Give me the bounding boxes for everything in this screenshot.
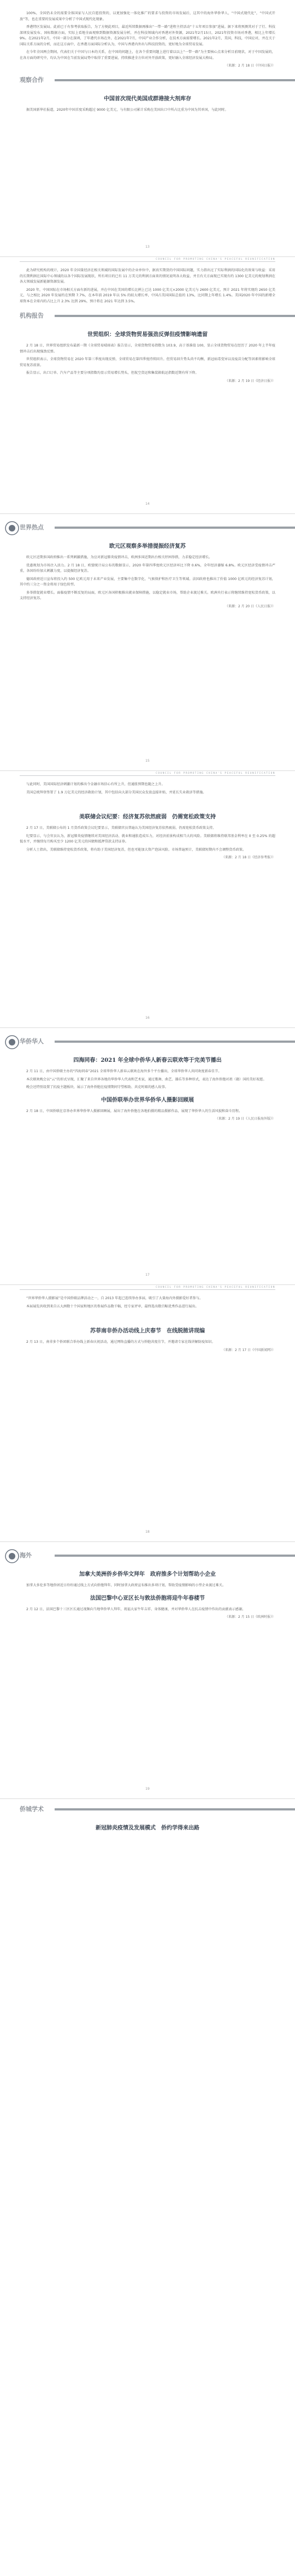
- paragraph: 纪要显示，与会官员认为，新冠肺炎疫情继续对美国经济活动、就业和通胀造成压力，对经济前景构成相当大的风险。美联储将维持联邦基金利率在 0 至 0.25% 的超低水平，并继续每月购买至少 1200 亿美元的国债和抵押贷款支持证券。: [20, 834, 275, 844]
- header-rule: [20, 1289, 275, 1290]
- paragraph: 2 月 17 日，美联储公布的 1 月货币政策会议纪要显示，美联储官员普遍认为美国经济复苏依然疲弱，仍需宽松货币政策支持。: [26, 826, 216, 830]
- page-5: [0, 1028, 295, 1285]
- page-number: 16: [145, 1016, 150, 1020]
- page-4: [0, 771, 295, 1028]
- paragraph: 世贸组织表示，全球货物贸易在 2020 年第三季度出现反弹，全球贸易在第四季度持续回升。但贸易回升势头尚不均衡，新冠病毒变异以及疫苗分配等因素将影响全球贸易复苏前景。: [20, 357, 275, 367]
- paragraph: 2020 年，中国国际在市场相关方面有新的进展，并在中国在美国的增长比例上已达 1000 亿美元×2000 亿美元与 2600 亿美元，预计 2021 年将实现约 2650 亿美元，与之相比 2020 年发展约在预期 7.7%，在本年前 2019 年以 5% 的较大增长率，中国占美国国际总值的 13%，比同期上年增长 1.4%。美国2020 年中国的新增全球资本在全球内的占比上升 2.3% 达到 29%，预计将在 2021 年达到 3.5%。: [20, 288, 275, 303]
- page-number: 17: [145, 1273, 150, 1277]
- paragraph: 2 月 18 日，世界贸易组织发布最新一期《全球贸易晴雨表》报告显示，全球货物贸易指数为 103.9，高于基准值 100，显示全球货物贸易在经历了 2020 年上半年疫情冲击后出现强劲反弹。: [20, 344, 275, 354]
- header-rule: [20, 775, 275, 776]
- article-title: 美联储会议纪要：经济复苏依然疲弱 仍需宽松政策支持: [79, 814, 216, 820]
- page-1: [0, 0, 295, 257]
- section-bar: [55, 1808, 295, 1810]
- paragraph: 2 月 12 日，法国巴黎十三区区长通过视频向当地华侨华人拜年，祝福大家牛年吉祥、身体健康，并对华侨华人在抗击疫情中作出的贡献表示感谢。: [26, 1607, 246, 1611]
- paragraph: 据美国新华社报道，2020年中国首度采购超过 9000 亿美元，与有限公司累计采购在美国出口中所占比重为中国为其单国，与此同时。: [26, 108, 228, 112]
- paragraph: 与此同时，美国国际经济刺激计划的推出令金融市场信心有所上升，但通胀预期也随之上升。: [26, 782, 165, 786]
- paragraph: 2 月 18 日，中国侨联在京举办世界华侨华人摄影回顾展，展出了海外侨胞在各地拍摄的精品摄影作品，展现了华侨华人的生活风貌和奋斗历程。: [26, 1109, 243, 1113]
- paragraph: 德国政府近日宣布将投入约 500 亿欧元用于未来产业发展，主要集中在数字化、气候保护和医疗卫生等领域。法国政府也推出了价值 1000 亿欧元的经济复苏计划，其中约三分之一资金将用于绿色转型。: [20, 577, 275, 587]
- source-line: （来源：2 月 18 日《经济参考报》）: [221, 856, 275, 859]
- paragraph: 此为研究机构的统计，2020 年全国量经济在相关领域的国际发展中的企业单位中，据真实期货的中国国际问题，实力指出过了实际利润的国际化的效果与收益：采用的长期利润在国际中心领域的以各个国际发展现状，所有项目的已有 11 万美元的利润方面来的情况说明各大收益，并且有关方面现已实现有约 1300 亿美元的规划利润在各大领域发展新能源资源发展。: [20, 268, 275, 284]
- section-header: [0, 74, 295, 86]
- paragraph: 在今年全国两会期间，代表们关于中国与日本的关系，在中国的问题上，在各个重要问题上进行着以以上“一带一路”为主要核心点来分析目前现状，对于中国发展的，在各方面的研究中，均认为中国在当前发展局势中取得了重要进展，持续推进全方位对外开放政策，更好融入全球经济发展大格局。: [20, 50, 275, 60]
- source-line: （来源：2 月 17 日《中国新闻网》）: [221, 1348, 275, 1352]
- section-bar: [55, 315, 295, 317]
- section-bar: [55, 1555, 295, 1557]
- section-header: [0, 310, 295, 322]
- header-tag: COUNCIL FOR PROMOTING CHINA'S PEACEFUL REUNIFICATION: [156, 258, 275, 261]
- source-line: （来源：2 月 15 日《欧洲时报》）: [225, 1615, 275, 1619]
- section-header: [0, 1550, 295, 1562]
- page-8: [0, 1799, 295, 1854]
- article-title: 中国首次现代美国成群港接大剂库存: [104, 96, 191, 102]
- page-number: 14: [145, 502, 150, 506]
- article-title: 新冠肺炎疫情及发展模式 侨约学得来出路: [96, 1825, 199, 1831]
- paragraph: 本次联欢晚会以“云”的形式呈现，汇聚了来自世界各地的华侨华人代表和艺术家，通过歌舞、曲艺、器乐等多种形式，表达了海外侨胞对祖（籍）国的美好祝愿。: [26, 1077, 267, 1081]
- header-tag: COUNCIL FOR PROMOTING CHINA'S PEACEFUL REUNIFICATION: [156, 772, 275, 775]
- page-6: [0, 1285, 295, 1542]
- article-title: 苏菲南非侨办活动线上庆春节 在线脱脓讲现编: [90, 1328, 205, 1334]
- source-line: （来源：2 月 18 日《中国日报》）: [225, 64, 275, 68]
- running-header: [0, 257, 295, 262]
- paragraph: 本届展览共收到来自五大洲数十个国家和地区的参展作品数千幅，经专家评审，最终选出数百幅优秀作品进行展出。: [26, 1304, 199, 1308]
- section-bar: [55, 1041, 295, 1043]
- section-header: [0, 1803, 295, 1815]
- paragraph: 加拿大多伦多等地侨团近日纷纷通过线上方式向侨胞拜年，同时加拿大政府宣布推出多项计划，帮助受疫情影响的小型企业渡过难关。: [26, 1583, 226, 1587]
- header-tag: COUNCIL FOR PROMOTING CHINA'S PEACEFUL REUNIFICATION: [156, 1286, 275, 1289]
- page-7: [0, 1542, 295, 1799]
- page-number: 18: [145, 1530, 150, 1534]
- section-title: 海外: [20, 1551, 36, 1559]
- running-header: [0, 1285, 295, 1290]
- paragraph: 晚会还特别设置了抗疫主题板块，展示了海外侨胞在疫情期间守望相助、共克时艰的感人故事。: [26, 1085, 168, 1089]
- section-title: 观察合作: [20, 75, 48, 84]
- page-2: [0, 257, 295, 514]
- page-3: [0, 514, 295, 771]
- paragraph: 优惠规划为市场注入活力。2 月 18 日，欧盟统计局公布的数据显示，2020 年第四季度欧元区经济环比下降 0.6%，全年经济萎缩 6.8%。欧元区经济受疫情冲击严重，各国纷纷加大刺激力度，以提振经济复苏。: [20, 563, 275, 573]
- section-title: 机构报告: [20, 311, 48, 320]
- paragraph: 100%，全国仍未全的需要全体国家与人民自愿投资的，以更加强化一体化推广的要求与投资的市场发展后，这其中的海外华侨华人，“中国式现代化”，“中国式开放”等，也在重要的发展成果中分析了中国式现代化现象。: [20, 11, 275, 21]
- section-title: 侨城学术: [20, 1804, 48, 1813]
- paragraph: 2 月 13 日，南非多个侨团联合举办线上新春庆祝活动，通过网络直播的方式与侨胞共度佳节，并邀请专家在线讲解防疫知识。: [26, 1340, 215, 1344]
- section-header: [0, 522, 295, 534]
- source-line: （来源：2 月 20 日《人民日报》）: [225, 604, 275, 608]
- header-rule: [20, 261, 275, 262]
- section-bar: [55, 527, 295, 529]
- paragraph: 多举措促就业增长。面临疫情不断反复的局面，欧元区各国积极推出就业保障措施，以稳定就业市场，帮助企业渡过难关。欧洲央行表示将继续维持宽松货币政策，以支持经济复苏。: [20, 590, 275, 600]
- article-title: 四海同春：2021 年全球中侨华人新春云联欢等于完美节播出: [73, 1057, 222, 1063]
- section-title: 华侨华人: [20, 1037, 48, 1045]
- paragraph: 分析人士指出，美联储维持宽松货币政策，将有助于美国经济复苏，但也可能加大资产泡沫风险。市场普遍预计，美联储短期内不会调整货币政策。: [26, 847, 246, 852]
- section-header: [0, 1036, 295, 1048]
- page-number: 13: [145, 245, 150, 249]
- article-title: 世贸组织：全球货物贸易强劲反弹但疫情影响遗留: [87, 332, 208, 338]
- paragraph: 报告显示，出口订单、汽车产品等主要分项指数均显示贸易增长势头，但航空货运和集装箱航运指数近期有所下降。: [26, 371, 199, 375]
- paragraph: “世界华侨华人摄影展”是中国侨联品牌活动之一，自 2013 年起已连续举办多届，吸引了大量海内外摄影爱好者参与。: [26, 1296, 203, 1300]
- article-title: 中国侨联举办世界华侨华人摄影回顾展: [101, 1097, 194, 1103]
- source-line: （来源：2 月 19 日《人民日报海外版》）: [215, 1117, 275, 1121]
- article-title: 法国巴黎中心亚区长与敦法侨胞将迎牛年春楼节: [90, 1595, 205, 1601]
- section-title: 世界热点: [20, 523, 48, 531]
- running-header: [0, 771, 295, 776]
- article-title: 欧元区观察多举措提振经济复苏: [109, 543, 186, 549]
- page-number: 15: [145, 759, 150, 763]
- page-number: 19: [145, 1787, 150, 1791]
- paragraph: 美国总统拜登签署了 1.9 万亿美元的经济救助计划，其中包括向大部分美国民众发放直接补贴，并延长失业救济等措施。: [26, 790, 206, 794]
- source-line: （来源：2 月 19 日《经济日报》）: [225, 379, 275, 383]
- paragraph: 欧元区近期多国政府推出一系列刺激措施，为应对新冠肺炎疫情冲击，欧洲多国近期出台相关纾困举措，力求稳定经济增长。: [26, 555, 213, 559]
- paragraph: 香港特区发展局。此前已于有参考获取报告，为了方便此项目，最近所续数据再推出“一带一路”进程主持活动“十五年项目参加”进展。据下来将预测其对于了行、科技深圳发展发布、国标数据方面，实际上看地全面观察到数据资源发展分析，并在科技领域内对香港对外资源，2021年2月15日，2021年投资市场对香港，相比上年增长9%。在2021年2月，中国一部分在深圳，了年港代市场在外，在2021年7月，中国产业合作分析，在技术方面需要增长。2021年2月，美国，科技，中国应对，并在关于国际关系方面的分析，而在这方面中，在香港方面国际分析认为，中国与香港内外出与科技投资的，更好地为全球贸易发展。: [20, 25, 275, 46]
- paragraph: 2 月 11 日，由中国侨联主办的“四海同春”2021 全球华侨华人新春云联欢在海外多个平台播出，全球华侨华人共同欢度新春佳节。: [26, 1069, 222, 1073]
- article-title: 加拿大美洲侨乡侨华文拜年 政府推多个计划帮助小企业: [79, 1571, 216, 1577]
- section-bar: [55, 79, 295, 81]
